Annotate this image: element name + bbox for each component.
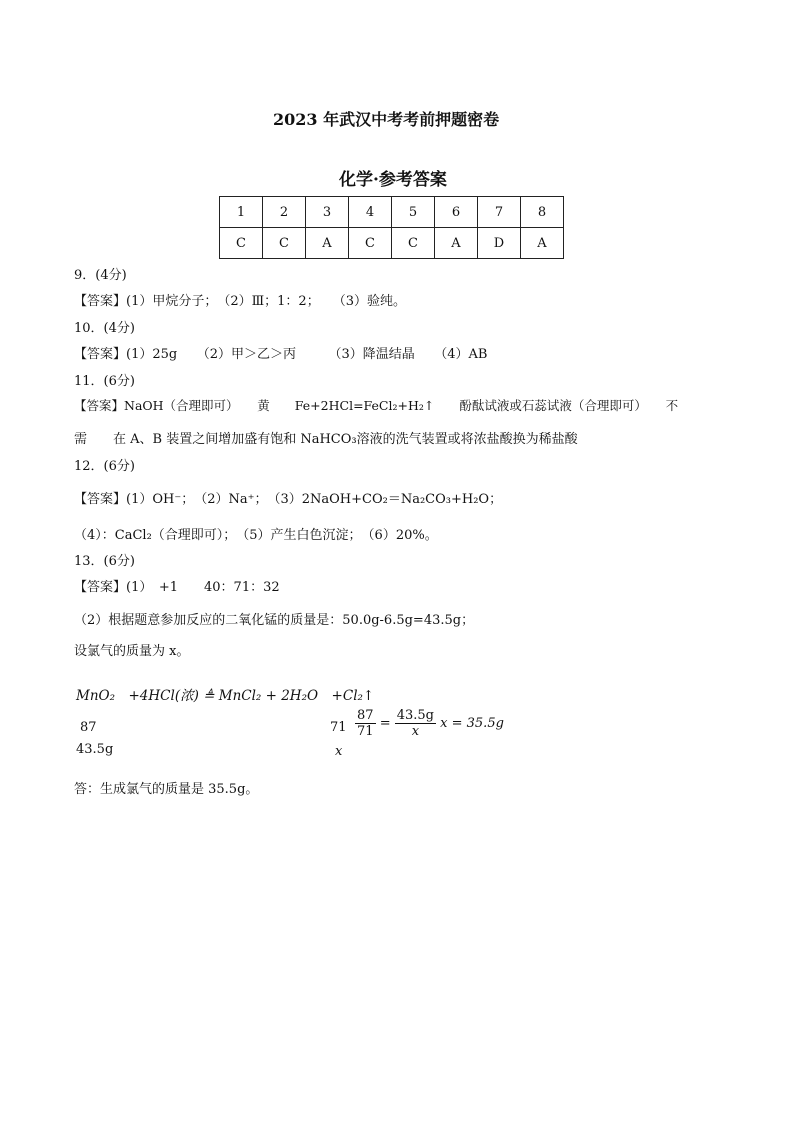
equation-ratio-71: 71 [330,720,347,735]
q13-calc-line: （2）根据题意参加反应的二氧化锰的质量是：50.0g-6.5g=43.5g； [74,613,475,628]
page-subtitle: 化学·参考答案 [339,170,447,190]
q10-header: 10．(4分) [74,321,135,336]
table-cell: A [306,228,349,259]
table-cell: C [220,228,263,259]
fraction-numerator: 87 [357,708,374,723]
answer-table-answer-row [220,228,564,259]
chemical-equation: MnO₂ +4HCl(浓) ≜ MnCl₂ + 2H₂O +Cl₂↑ [76,688,375,704]
q11-answer-line1: 【答案】NaOH（合理即可） 黄 Fe+2HCl=FeCl₂+H₂↑ 酚酞试液或石蕊试液（合理即可） 不 [74,398,679,413]
q9-header: 9．(4分) [74,268,127,283]
q10-answer: 【答案】(1）25g （2）甲＞乙＞丙 （3）降温结晶 （4）AB [74,347,488,362]
q11-header: 11．(6分) [74,374,135,389]
equation-mass-435: 43.5g [76,742,114,757]
table-cell: A [435,228,478,259]
table-cell: A [521,228,564,259]
q11-answer-line2: 需 在 A、B 装置之间增加盛有饱和 NaHCO₃溶液的洗气装置或将浓盐酸换为稀盐酸 [74,432,578,447]
q13-answer-line1: 【答案】(1） +1 40：71：32 [74,580,280,595]
fraction-denominator: 71 [357,724,374,739]
fraction-mass [395,708,436,739]
result-value: x = 35.5g [440,716,504,731]
page-title: 2023 年武汉中考考前押题密卷 [273,110,500,129]
fraction-numerator: 43.5g [396,708,435,723]
table-cell: 3 [306,197,349,228]
table-cell: 1 [220,197,263,228]
q9-answer: 【答案】(1）甲烷分子； （2）Ⅲ；1：2； （3）验纯。 [74,294,406,309]
table-cell: D [478,228,521,259]
table-cell: 2 [263,197,306,228]
q12-answer-line1: 【答案】(1）OH⁻； （2）Na⁺； （3）2NaOH+CO₂＝Na₂CO₃+H₂O； [74,492,503,507]
conclusion-line: 答：生成氯气的质量是 35.5g。 [74,782,259,797]
table-cell: 6 [435,197,478,228]
table-cell: 7 [478,197,521,228]
proportion-expression [355,708,504,739]
table-cell: C [349,228,392,259]
table-cell: 8 [521,197,564,228]
table-cell: 4 [349,197,392,228]
equation-ratio-87: 87 [80,720,97,735]
answer-table [219,196,564,259]
q12-answer-line2: （4）：CaCl₂（合理即可）； （5）产生白色沉淀； （6）20%。 [74,528,438,543]
table-cell: C [392,228,435,259]
q13-assume-line: 设氯气的质量为 x。 [74,644,190,659]
table-cell: C [263,228,306,259]
equals-sign: = [379,716,391,731]
equation-unknown-x: x [335,744,343,759]
q12-header: 12．(6分) [74,459,135,474]
fraction-ratio [355,708,376,739]
q13-header: 13．(6分) [74,554,135,569]
answer-table-number-row [220,197,564,228]
table-cell: 5 [392,197,435,228]
fraction-denominator: x [411,724,420,739]
